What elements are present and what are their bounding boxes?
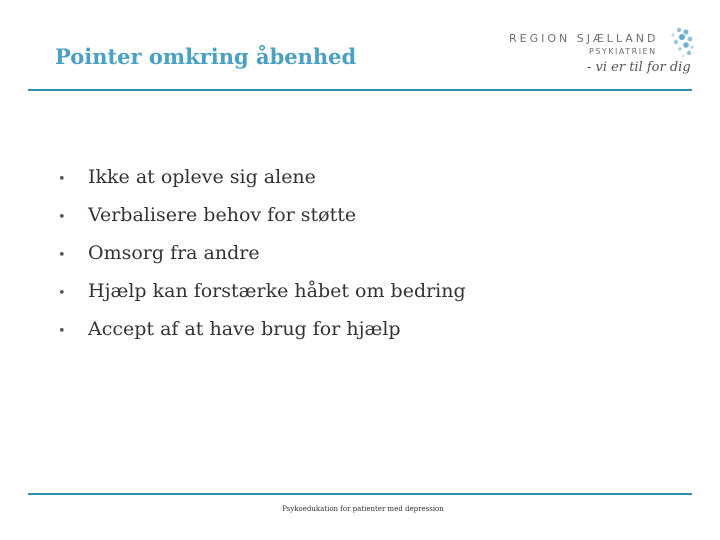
slide-footer: [0, 505, 720, 513]
bullet-text: Hjælp kan forstærke håbet om bedring: [88, 280, 466, 302]
bullet-text: Omsorg fra andre: [88, 242, 260, 264]
footer-divider: [28, 493, 692, 495]
logo-tagline: - vi er til for dig: [587, 60, 691, 75]
list-item: [58, 280, 466, 318]
header-divider: [28, 89, 692, 91]
logo-region-text: REGION SJÆLLAND: [509, 32, 659, 45]
logo-dots-icon: [665, 26, 695, 66]
slide-title: Pointer omkring åbenhed: [55, 44, 357, 69]
bullet-text: Verbalisere behov for støtte: [88, 204, 357, 226]
bullet-marker: •: [58, 210, 66, 225]
list-item: [58, 204, 466, 242]
list-item: [58, 166, 466, 204]
region-sjaelland-logo: [505, 26, 695, 88]
bullet-marker: •: [58, 172, 66, 187]
footer-text: Psykoedukation for patienter med depression: [282, 505, 444, 513]
bullet-marker: •: [58, 324, 66, 339]
list-item: [58, 242, 466, 280]
bullet-text: Ikke at opleve sig alene: [88, 166, 316, 188]
list-item: [58, 318, 466, 356]
logo-psykiatrien-text: PSYKIATRIEN: [589, 47, 657, 56]
bullet-marker: •: [58, 248, 66, 263]
bullet-list: [58, 166, 466, 356]
bullet-text: Accept af at have brug for hjælp: [88, 318, 401, 340]
bullet-marker: •: [58, 286, 66, 301]
